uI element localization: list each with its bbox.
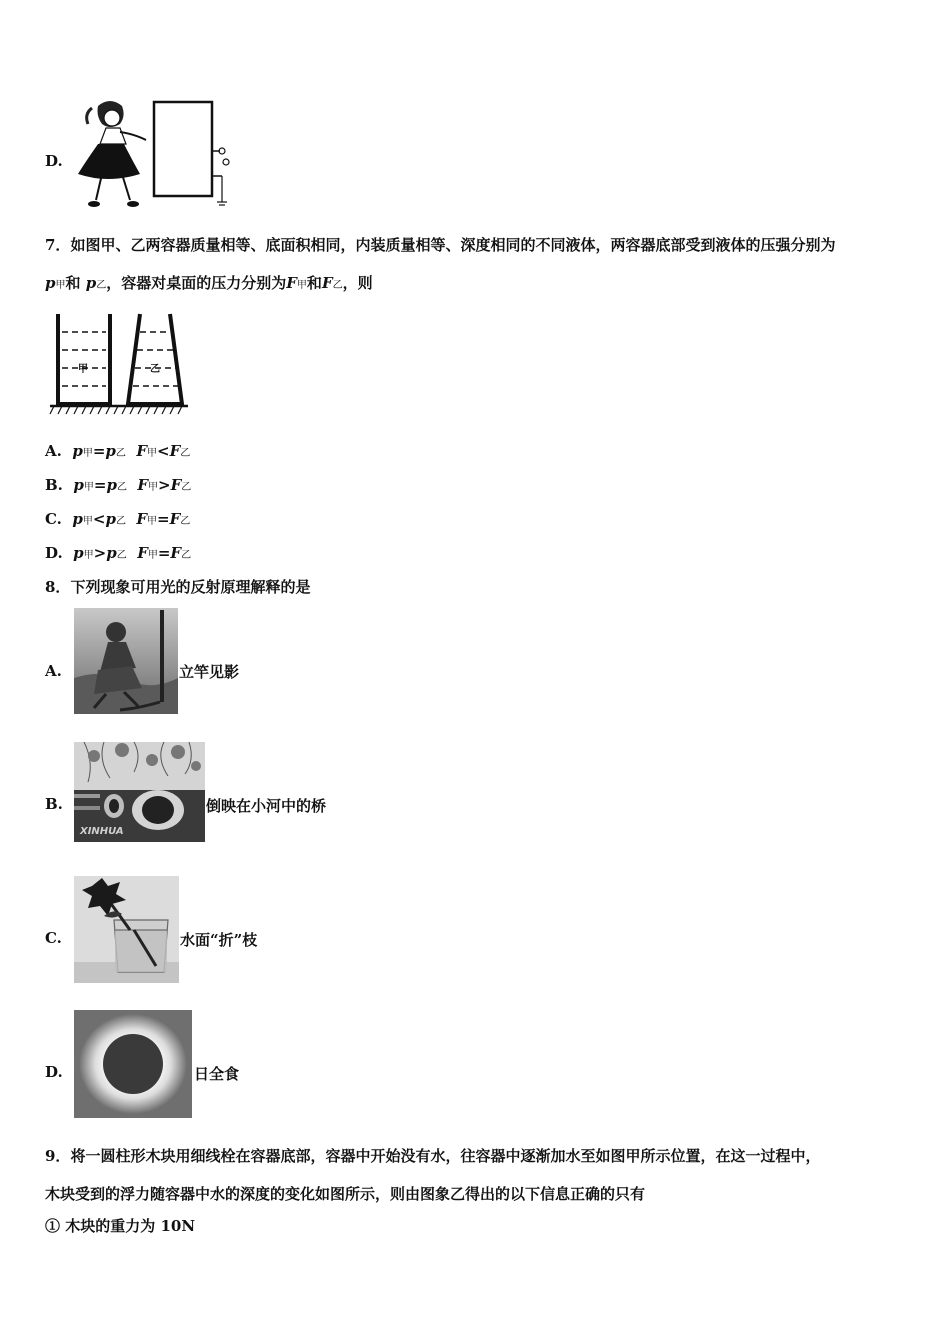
q7-text-line1: 如图甲、乙两容器质量相等、底面积相同，内装质量相等、深度相同的不同液体，两容器底部受到液体的压强分别为 bbox=[70, 236, 836, 254]
q7-number: 7． bbox=[45, 236, 71, 254]
q9-text-line1: 将一圆柱形木块用细线栓在容器底部，容器中开始没有水，往容器中逐渐加水至如图甲所示位置，在这一过程中， bbox=[70, 1147, 821, 1165]
q8-option-b-caption: 倒映在小河中的桥 bbox=[206, 797, 327, 815]
q7-line1 bbox=[45, 226, 915, 264]
q8-option-a-caption: 立竿见影 bbox=[179, 663, 240, 681]
q8-option-d-letter[interactable]: D. bbox=[45, 1063, 63, 1081]
q9-line2: 木块受到的浮力随容器中水的深度的变化如图所示，则由图象乙得出的以下信息正确的只有 bbox=[45, 1185, 646, 1203]
q8-option-c-image bbox=[74, 876, 179, 983]
q8-option-b-letter[interactable]: B. bbox=[45, 795, 63, 813]
q8-text: 下列现象可用光的反射原理解释的是 bbox=[70, 578, 311, 596]
q9-line1 bbox=[45, 1137, 820, 1175]
q9-item1: ① 木块的重力为 10N bbox=[45, 1217, 196, 1235]
q8-option-d-caption: 日全食 bbox=[194, 1065, 240, 1083]
q6-option-d-letter: D. bbox=[45, 152, 63, 170]
q9-number: 9． bbox=[45, 1147, 71, 1165]
q7-label-yi: 乙 bbox=[150, 364, 160, 375]
q8-option-a-image bbox=[74, 608, 178, 714]
q8-option-b-watermark: XINHUA bbox=[80, 826, 124, 837]
q7-containers-figure bbox=[48, 310, 190, 416]
q7-option-d[interactable]: D. p甲>p乙 F甲=F乙 bbox=[45, 544, 192, 562]
q8-option-c-letter[interactable]: C. bbox=[45, 929, 62, 947]
q6-option-d-figure bbox=[78, 96, 238, 214]
q7-option-c[interactable]: C. p甲<p乙 F甲=F乙 bbox=[45, 510, 191, 528]
q8-question bbox=[45, 568, 310, 606]
q8-option-b-image bbox=[74, 742, 205, 842]
q8-option-c-caption: 水面“折”枝 bbox=[180, 931, 258, 949]
q8-option-a-letter[interactable]: A. bbox=[45, 662, 62, 680]
q7-label-jia: 甲 bbox=[78, 364, 88, 375]
q8-number: 8． bbox=[45, 578, 71, 596]
q7-option-b[interactable]: B. p甲=p乙 F甲>F乙 bbox=[45, 476, 192, 494]
q8-option-d-image bbox=[74, 1010, 192, 1118]
q7-line2: p甲和 p乙，容器对桌面的压力分别为F甲和F乙，则 bbox=[45, 274, 373, 292]
q7-option-a[interactable]: A. p甲=p乙 F甲<F乙 bbox=[45, 442, 191, 460]
